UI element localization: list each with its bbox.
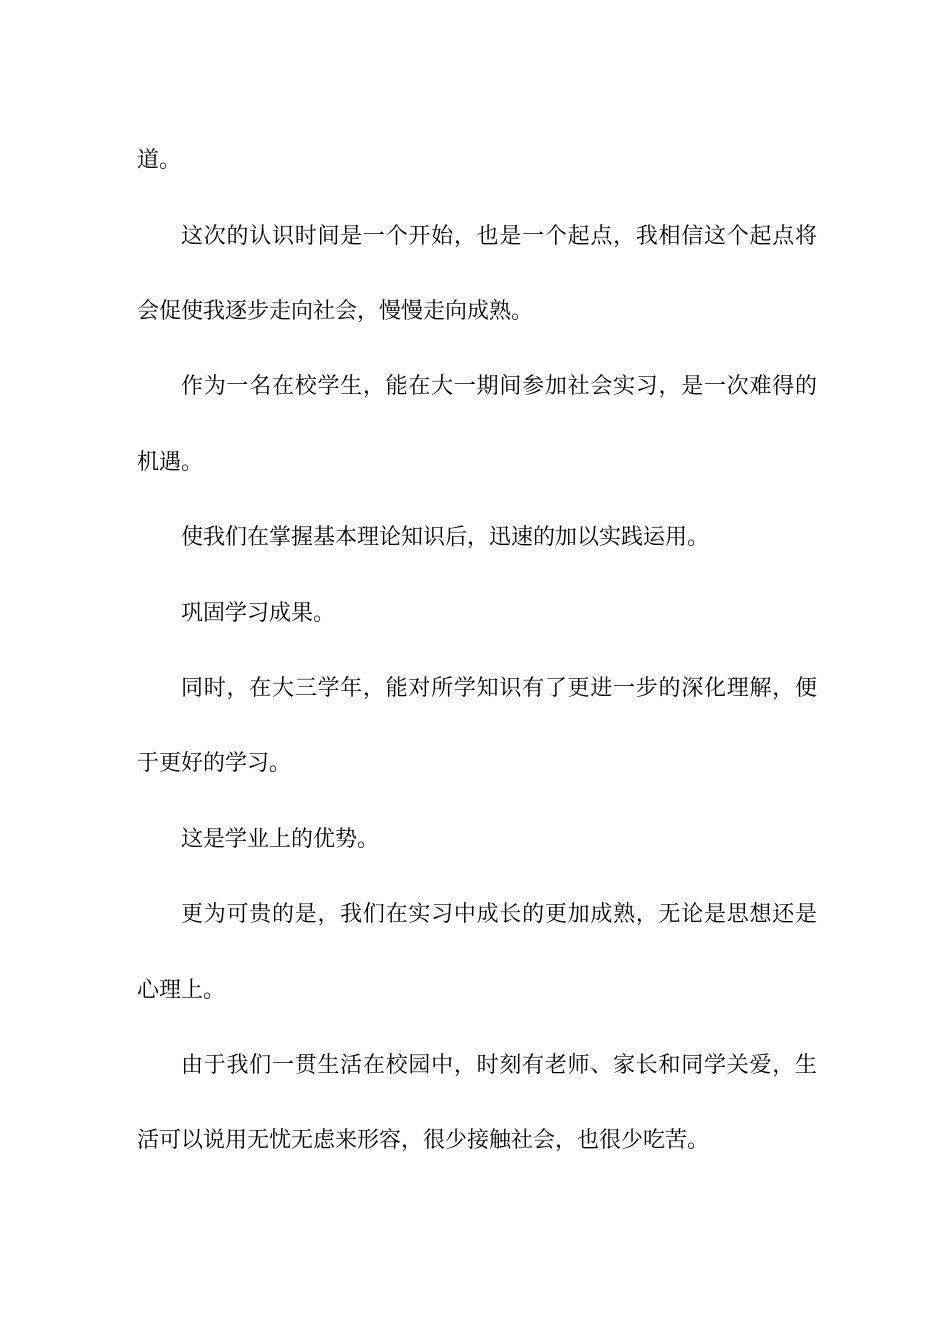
paragraph-first-line: 更为可贵的是，我们在实习中成长的更加成熟，无论是思想还是 (181, 902, 817, 927)
paragraph-first-line: 使我们在掌握基本理论知识后，迅速的加以实践运用。 (181, 525, 710, 550)
text-line: 于更好的学习。 (137, 751, 292, 776)
text-line: 机遇。 (137, 450, 204, 475)
text-line: 道。 (137, 148, 182, 173)
paragraph-first-line: 作为一名在校学生，能在大一期间参加社会实习，是一次难得的 (181, 374, 817, 399)
paragraph-first-line: 这是学业上的优势。 (181, 827, 380, 852)
paragraph-first-line: 这次的认识时间是一个开始，也是一个起点，我相信这个起点将 (181, 224, 817, 249)
text-line: 活可以说用无忧无虑来形容，很少接触社会，也很少吃苦。 (137, 1128, 710, 1153)
text-line: 心理上。 (137, 978, 226, 1003)
paragraph-first-line: 由于我们一贯生活在校园中，时刻有老师、家长和同学关爱，生 (181, 1053, 817, 1078)
paragraph-first-line: 同时，在大三学年，能对所学知识有了更进一步的深化理解，便 (181, 676, 817, 701)
text-line: 会促使我逐步走向社会，慢慢走向成熟。 (137, 299, 534, 324)
paragraph-first-line: 巩固学习成果。 (181, 601, 336, 626)
